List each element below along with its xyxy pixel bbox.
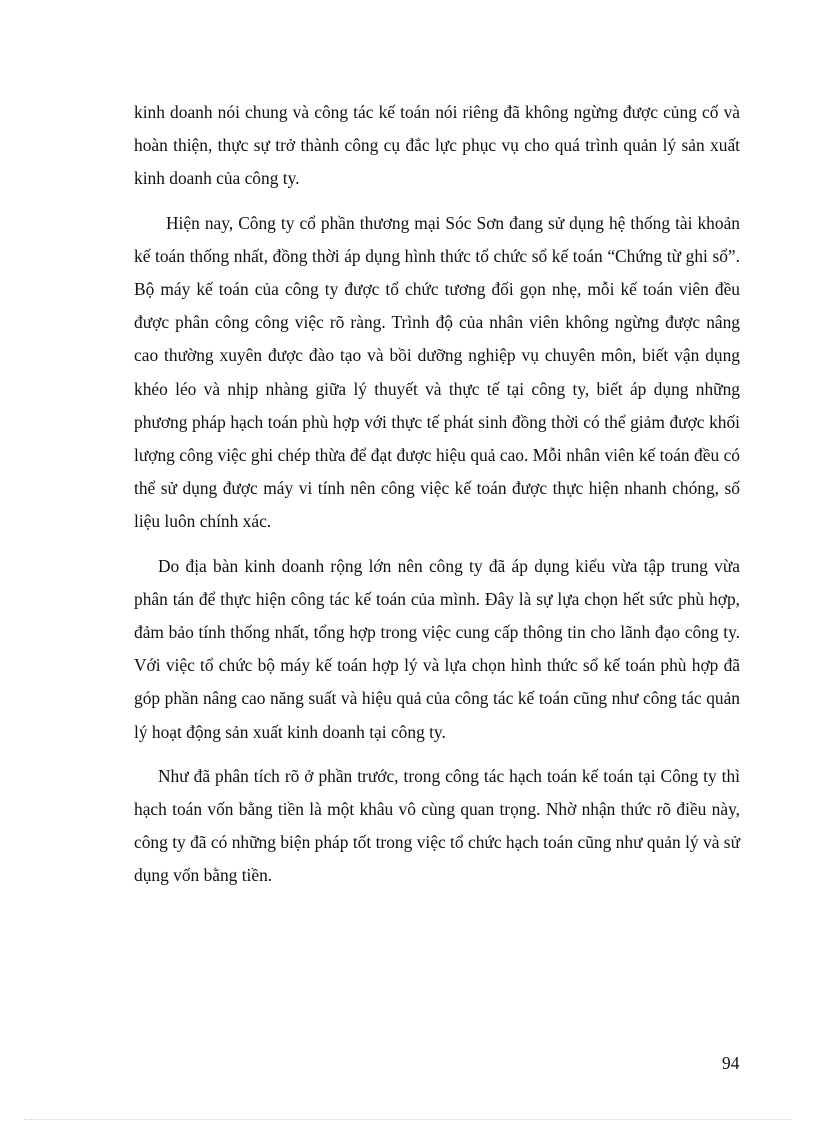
paragraph-accounting-system: Hiện nay, Công ty cổ phần thương mại Sóc Sơn đang sử dụng hệ thống tài khoản kế toán thống nhất, đồng thời áp dụng hình thức tổ chức sổ kế toán “Chứng từ ghi sổ”. Bộ máy kế toán của công ty được tổ chức tương đối gọn nhẹ, mỗi kế toán viên đều được phân công công việc rõ ràng. Trình độ của nhân viên không ngừng được nâng cao thường xuyên được đào tạo và bồi dưỡng nghiệp vụ chuyên môn, biết vận dụng khéo léo và nhịp nhàng giữa lý thuyết và thực tế tại công ty, biết áp dụng những phương pháp hạch toán phù hợp với thực tế phát sinh đồng thời có thể giảm được khối lượng công việc ghi chép thừa để đạt được hiệu quả cao. Mỗi nhân viên kế toán đều có thể sử dụng được máy vi tính nên công việc kế toán được thực hiện nhanh chóng, số liệu luôn chính xác. [134, 212, 740, 532]
page-number: 94 [722, 1053, 740, 1073]
paragraph-organization-model: Do địa bàn kinh doanh rộng lớn nên công ty đã áp dụng kiểu vừa tập trung vừa phân tán để thực hiện công tác kế toán của mình. Đây là sự lựa chọn hết sức phù hợp, đảm bảo tính thống nhất, tổng hợp trong việc cung cấp thông tin cho lãnh đạo công ty. Với việc tổ chức bộ máy kế toán hợp lý và lựa chọn hình thức sổ kế toán phù hợp đã góp phần nâng cao năng suất và hiệu quả của công tác kế toán cũng như công tác quản lý hoạt động sản xuất kinh doanh tại công ty. [134, 555, 740, 742]
bottom-divider [24, 1119, 792, 1120]
paragraph-cash-accounting: Như đã phân tích rõ ở phần trước, trong công tác hạch toán kế toán tại Công ty thì hạch toán vốn bằng tiền là một khâu vô cùng quan trọng. Nhờ nhận thức rõ điều này, công ty đã có những biện pháp tốt trong việc tổ chức hạch toán cũng như quản lý và sử dụng vốn bằng tiền. [134, 765, 740, 886]
paragraph-continuation: kinh doanh nói chung và công tác kế toán nói riêng đã không ngừng được củng cố và hoàn thiện, thực sự trở thành công cụ đắc lực phục vụ cho quá trình quản lý sản xuất kinh doanh của công ty. [134, 102, 740, 189]
body-text [134, 96, 740, 893]
